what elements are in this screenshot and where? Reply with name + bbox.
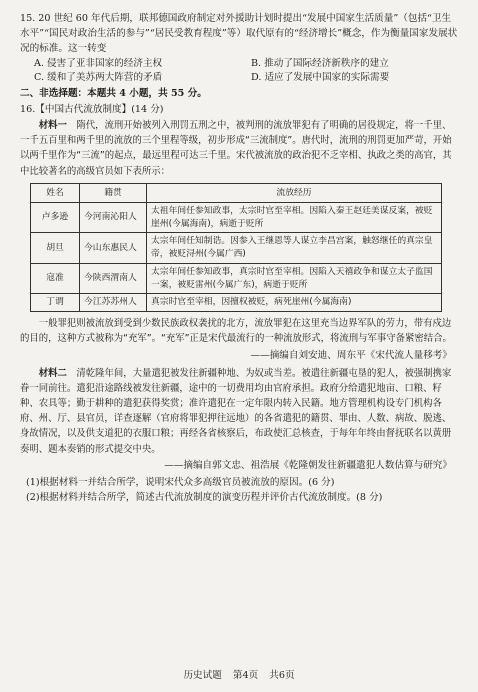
material-1 (20, 118, 458, 179)
cell-experience: 太祖年间任参知政事，太宗时官至宰相。因陷入秦王赵廷美谋反案，被贬崖州(今属海南)，病逝于贬所 (147, 202, 442, 233)
cell-origin: 今江苏苏州人 (80, 294, 147, 312)
material-1-label: 材料一 (38, 120, 67, 132)
table-row (31, 202, 442, 233)
table-row (31, 294, 442, 312)
table-header-experience: 流放经历 (147, 183, 442, 202)
sub-question-2: (2)根据材料并结合所学，简述古代流放制度的演变历程并评价古代流放制度。(8 分) (26, 491, 383, 503)
footer-page: 第4页 (232, 670, 259, 682)
footer-subject: 历史试题 (183, 670, 222, 682)
table-row (31, 263, 442, 294)
material-2-text: 清乾隆年间，大量遣犯被发往新疆种地、为奴或当差。被遣往新疆屯垦的犯人，被强制携家眷一同前往。遣犯沿途路线被发往新疆，途中的一切费用均由官府承担。政府分给遣犯地亩、口粮、籽种、农具等；勤于耕种的遣犯获得奖赏；准许遣犯在一定年限内转入民籍。地方管理机构设专门机构各府、州、厅、县官员，详查逐解（官府将罪犯押往远地）的各省遣犯的籍贯、罪由、人数、病故、脱逃、身故情况，以及供支道犯的衣服口粮；再经各省核察后，布政使汇总核查，于每年年终由督抚联名以黄册奏明、题本奏销的形式提交中央。 (20, 367, 452, 455)
material-1-continued: 一般罪犯则被流放到受到少数民族政权袭扰的北方，流放罪犯在这里充当边界军队的劳力，带有戍边的目的，这种方式被称为“充军”。“充军”正是宋代最流行的一种流放形式，将流刑与军事守备紧密结合。 (20, 318, 452, 345)
question-16 (20, 103, 458, 505)
section-2-heading: 二、非选择题：本题共 4 小题，共 55 分。 (20, 88, 207, 100)
table-header-origin: 籍贯 (80, 183, 147, 202)
question-15-options (20, 57, 458, 87)
cell-name: 丁谓 (31, 294, 80, 312)
question-16-header: 16.【中国古代流放制度】(14 分) (20, 104, 164, 116)
material-2-label: 材料二 (38, 367, 67, 379)
option-d: D. 适应了发展中国家的实际需要 (251, 72, 390, 84)
cell-origin: 今山东惠民人 (80, 233, 147, 264)
cell-experience: 真宗时官至宰相，因擅权被贬，病死崖州(今属海南) (147, 294, 442, 312)
footer-total: 共6页 (269, 670, 295, 682)
table-row (31, 233, 442, 264)
official-exile-table (30, 183, 442, 312)
cell-origin: 今陕西渭南人 (80, 263, 147, 294)
material-1-source: ——摘编自刘安迪、周东平《宋代流人量移考》 (250, 349, 452, 361)
cell-origin: 今河南沁阳人 (80, 202, 147, 233)
cell-experience: 太宗年间任知制诰。因参入王继恩等人谋立李昌宫案，触怒继任的真宗皇帝，被贬浔州(今属广西) (147, 233, 442, 264)
cell-name: 寇准 (31, 263, 80, 294)
option-a: A. 侵害了亚非国家的经济主权 (34, 57, 163, 69)
material-2-source: ——摘编自郭文忠、祖浩展《乾隆朝发往新疆遣犯人数估算与研究》 (164, 459, 452, 471)
table-header-name: 姓名 (31, 183, 80, 202)
question-15 (20, 12, 458, 86)
page-footer (0, 669, 478, 684)
table-header-row (31, 183, 442, 202)
question-15-stem: 15. 20 世纪 60 年代后期，联邦德国政府制定对外援助计划时提出“发展中国家生活质量”（包括“卫生水平”“国民对政治生活的参与”“居民受教育程度”等）取代原有的“经济增长”概念，作为衡量国家发展状况的标准。这一转变 (20, 13, 458, 54)
material-2 (20, 366, 458, 457)
cell-name: 胡旦 (31, 233, 80, 264)
option-b: B. 推动了国际经济新秩序的建立 (251, 57, 389, 69)
cell-name: 卢多逊 (31, 202, 80, 233)
option-c: C. 缓和了美苏两大阵营的矛盾 (34, 72, 163, 84)
sub-question-1: (1)根据材料一并结合所学，说明宋代众多高级官员被流放的原因。(6 分) (26, 476, 335, 488)
cell-experience: 太宗年间任参知政事，真宗时官至宰相。因陷入天禧政争和谋立太子监国一案，被贬雷州(今属广东)，病逝于贬所 (147, 263, 442, 294)
material-1-text: 隋代，流刑开始被列入刑罚五刑之中，被判刑的流放罪犯有了明确的居役规定，将一千里、一千五百里和两千里的流放的三个里程等级，初步形成“三流制度”。唐代时，流刑的刑罚更加严苛，开始以两千里作为“三流”的起点，最远里程可达三千里。宋代被流放的政治犯不乏宰相、执政之类的高官，其中比较著名的高级官员如下表所示： (20, 120, 452, 177)
